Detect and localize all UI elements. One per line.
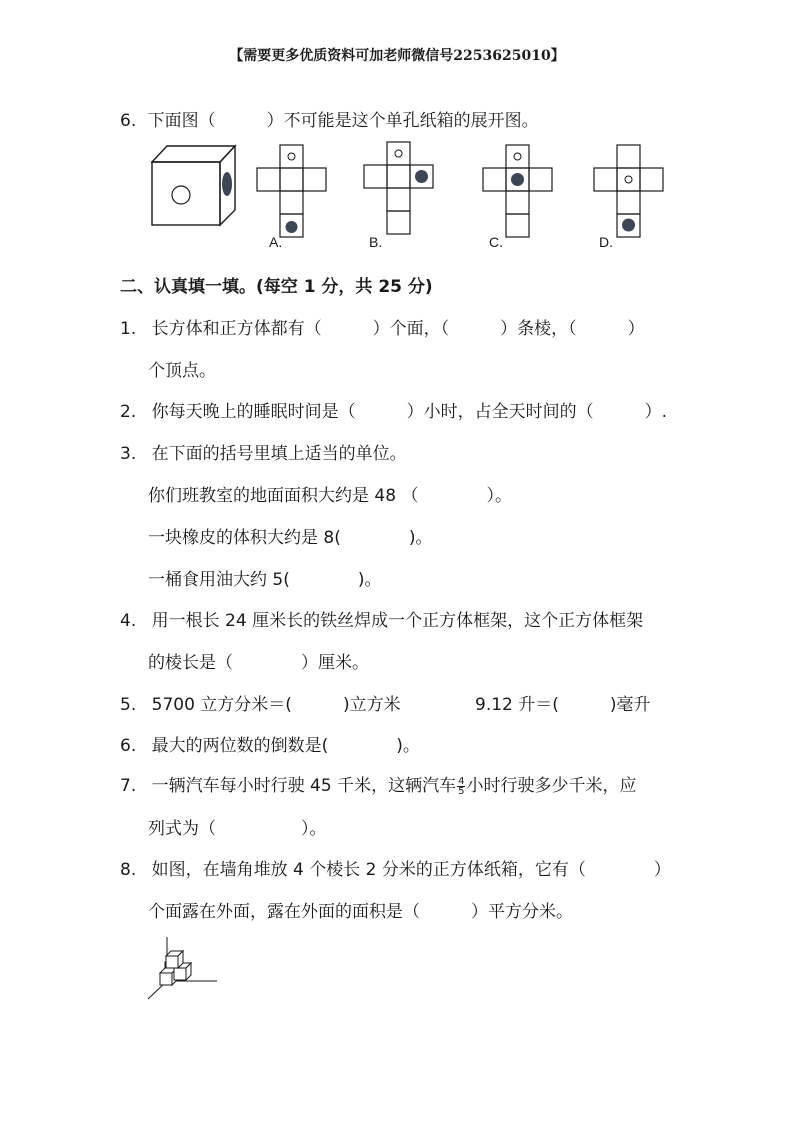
item-number: 2.: [120, 402, 137, 422]
item-5-text-b: 9.12 升＝( )毫升: [475, 695, 651, 715]
item-3-sub-2: 一块橡皮的体积大约是 8( )。: [148, 528, 433, 548]
item-7: [120, 771, 636, 796]
item-number: 8.: [120, 860, 137, 880]
item-3-sub-1: 你们班教室的地面面积大约是 48 （ ）。: [148, 486, 512, 506]
item-2: [120, 397, 667, 422]
page-header: 【需要更多优质资料可加老师微信号2253625010】: [229, 48, 565, 64]
item-text-a: 5700 立方分米＝( )立方米: [151, 695, 401, 715]
net-option-b: [362, 140, 442, 250]
fraction: $\frac{4}{5}$: [458, 775, 465, 797]
option-label-b: B.: [369, 234, 383, 250]
net-option-c: [481, 143, 561, 253]
item-text: 最大的两位数的倒数是( )。: [151, 736, 420, 756]
item-4-line2: 的棱长是（ ）厘米。: [148, 653, 369, 673]
item-1-line2: 个顶点。: [148, 361, 216, 381]
corner-boxes-figure: [145, 935, 225, 1005]
item-5: [120, 690, 401, 715]
cube-figure: [145, 140, 240, 230]
item-text: 在下面的括号里填上适当的单位。: [151, 444, 407, 464]
item-7-line2: 列式为（ ）。: [148, 819, 327, 839]
item-text: 你每天晚上的睡眠时间是（ ）小时，占全天时间的（ ）.: [151, 402, 668, 422]
item-3-sub-3: 一桶食用油大约 5( )。: [148, 570, 382, 590]
item-text-b: 小时行驶多少千米，应: [466, 776, 637, 796]
item-text: 长方体和正方体都有（ ）个面，（ ）条棱，（ ）: [151, 319, 645, 339]
option-label-a: A.: [269, 234, 283, 250]
item-1: [120, 314, 645, 339]
item-number: 5.: [120, 695, 137, 715]
item-number: 7.: [120, 776, 137, 796]
item-number: 1.: [120, 319, 137, 339]
item-number: 3.: [120, 444, 137, 464]
section-title: 二、认真填一填。(每空 1 分，共 25 分): [120, 277, 433, 297]
item-text: 用一根长 24 厘米长的铁丝焊成一个正方体框架，这个正方体框架: [151, 611, 644, 631]
item-number: 6.: [120, 736, 137, 756]
question-6-top: [120, 106, 539, 131]
option-label-d: D.: [599, 234, 613, 250]
item-8: [120, 855, 671, 880]
question-number: 6.: [120, 111, 137, 131]
item-8-line2: 个面露在外面，露在外面的面积是（ ）平方分米。: [148, 902, 573, 922]
item-text: 如图，在墙角堆放 4 个棱长 2 分米的正方体纸箱，它有（ ）: [151, 860, 671, 880]
item-6: [120, 731, 420, 756]
question-text: 下面图（ ）不可能是这个单孔纸箱的展开图。: [147, 111, 539, 131]
net-option-d: [592, 143, 672, 253]
item-3: [120, 439, 407, 464]
item-text-a: 一辆汽车每小时行驶 45 千米，这辆汽车: [151, 776, 457, 796]
item-number: 4.: [120, 611, 137, 631]
item-4: [120, 606, 643, 631]
net-option-a: [255, 143, 335, 253]
option-label-c: C.: [489, 234, 503, 250]
